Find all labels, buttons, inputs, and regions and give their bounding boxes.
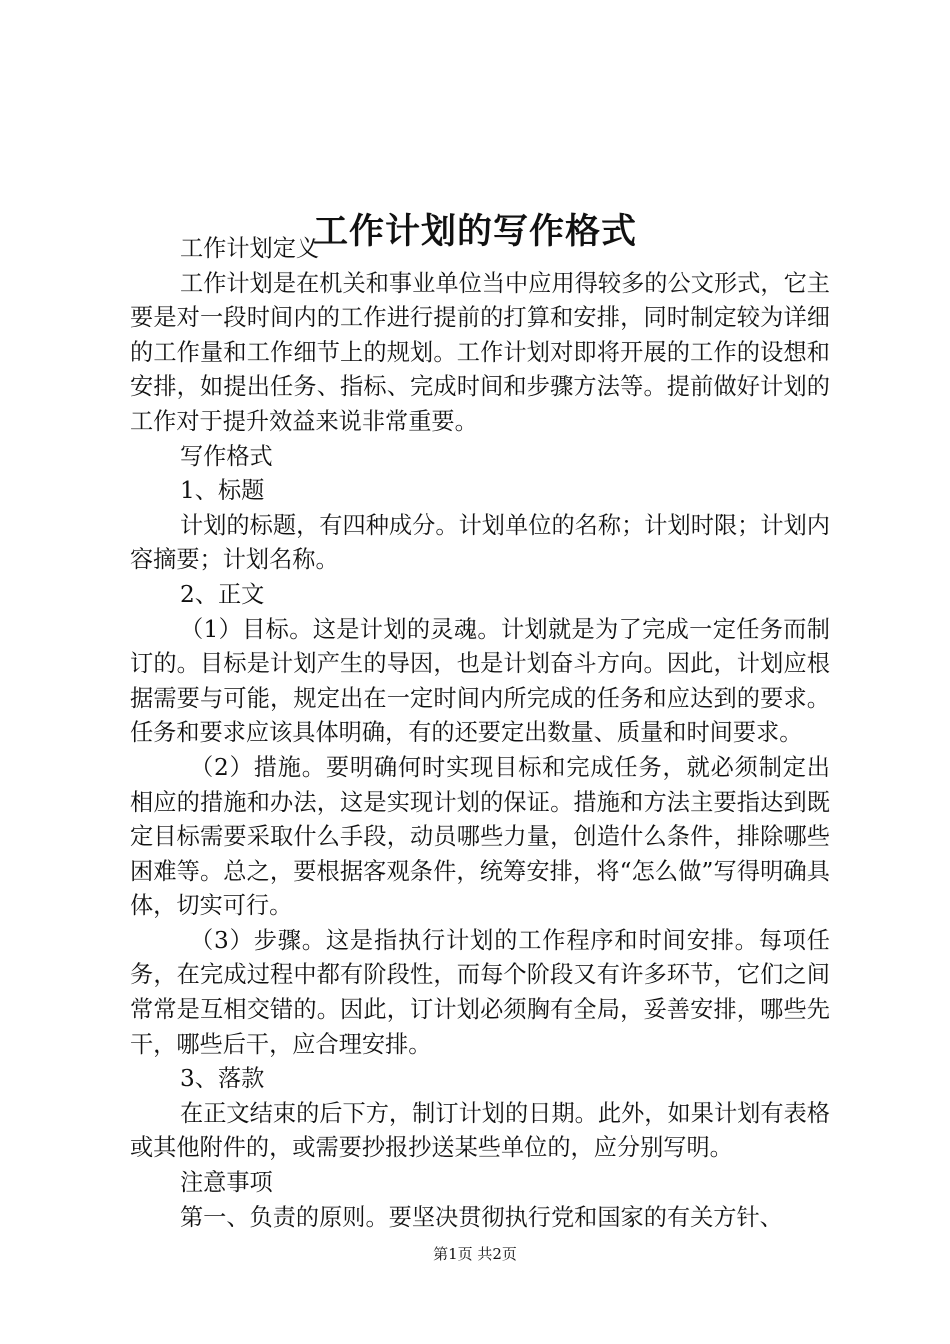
paragraph-goal: （1）目标。这是计划的灵魂。计划就是为了完成一定任务而制订的。目标是计划产生的导因，也是计划奋斗方向。因此，计划应根据需要与可能，规定出在一定时间内所完成的任务和应达到的要求。任务和要求应该具体明确，有的还要定出数量、质量和时间要求。 — [130, 615, 830, 747]
subheading-signature: 3、落款 — [180, 1065, 265, 1093]
section-heading-definition: 工作计划定义 — [180, 235, 320, 262]
section-heading-notes: 注意事项 — [180, 1169, 273, 1197]
document-title: 工作计划的写作格式 — [312, 211, 637, 253]
section-heading-format: 写作格式 — [180, 442, 273, 470]
paragraph-measures: （2）措施。要明确何时实现目标和完成任务，就必须制定出相应的措施和办法，这是实现计划的保证。措施和方法主要指达到既定目标需要采取什么手段，动员哪些力量，创造什么条件，排除哪些困难等。总之，要根据客观条件，统筹安排，将“怎么做”写得明确具体，切实可行。 — [130, 753, 830, 920]
subheading-body: 2、正文 — [180, 580, 265, 608]
paragraph-title: 计划的标题，有四种成分。计划单位的名称；计划时限；计划内容摘要；计划名称。 — [130, 511, 830, 574]
paragraph-principle: 第一、负责的原则。要坚决贯彻执行党和国家的有关方针、 — [180, 1203, 783, 1231]
paragraph-steps: （3）步骤。这是指执行计划的工作程序和时间安排。每项任务，在完成过程中都有阶段性，而每个阶段又有许多环节，它们之间常常是互相交错的。因此，订计划必须胸有全局，妥善安排，哪些先干，哪些后干，应合理安排。 — [130, 926, 830, 1058]
page-number: 第1页 共2页 — [433, 1245, 517, 1263]
paragraph-definition: 工作计划是在机关和事业单位当中应用得较多的公文形式，它主要是对一段时间内的工作进行提前的打算和安排，同时制定较为详细的工作量和工作细节上的规划。工作计划对即将开展的工作的设想和安排，如提出任务、指标、完成时间和步骤方法等。提前做好计划的工作对于提升效益来说非常重要。 — [130, 269, 830, 435]
paragraph-signature: 在正文结束的后下方，制订计划的日期。此外，如果计划有表格或其他附件的，或需要抄报抄送某些单位的，应分别写明。 — [130, 1099, 830, 1162]
subheading-title: 1、标题 — [180, 477, 265, 505]
document-body — [130, 232, 830, 1235]
